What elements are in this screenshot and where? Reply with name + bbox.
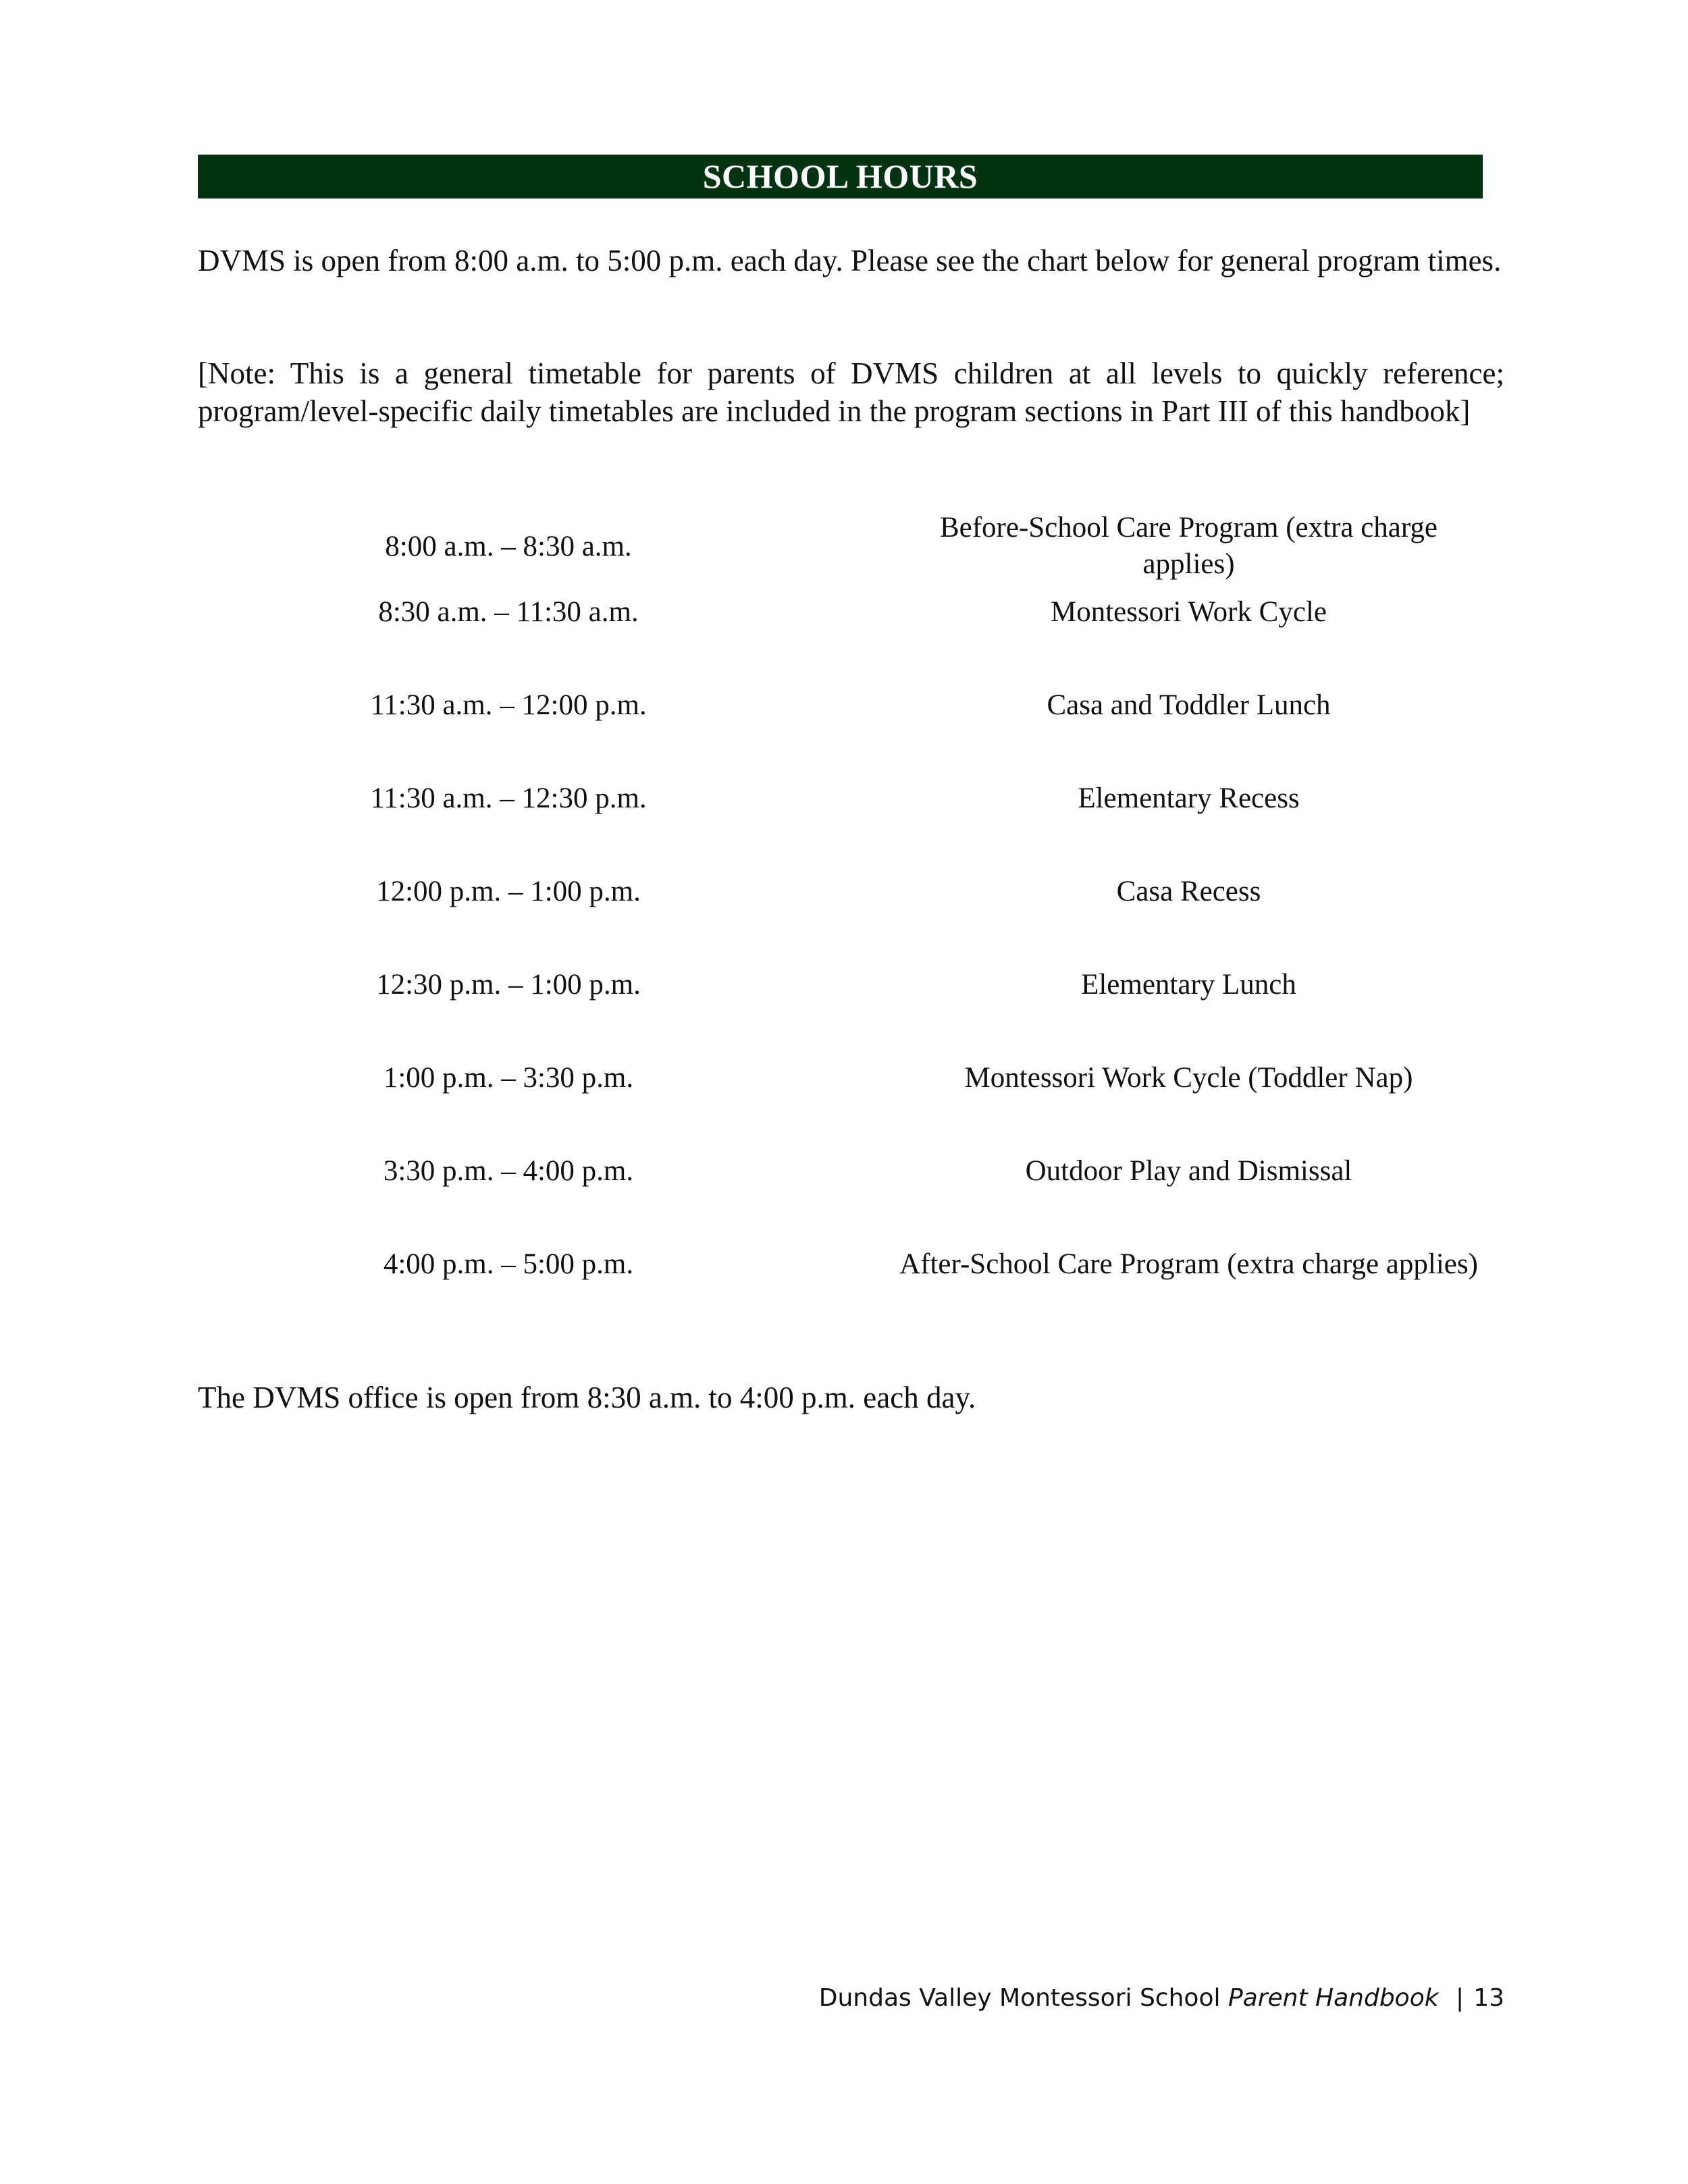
schedule-row (198, 1060, 1504, 1153)
schedule-row (198, 594, 1504, 687)
schedule-activity: After-School Care Program (extra charge applies) (899, 1248, 1478, 1280)
footer-document-title: Parent Handbook (1228, 1984, 1439, 2012)
schedule-row (198, 1153, 1504, 1246)
schedule-row (198, 687, 1504, 780)
schedule-time: 8:30 a.m. – 11:30 a.m. (378, 596, 639, 628)
schedule-time: 4:00 p.m. – 5:00 p.m. (383, 1248, 634, 1280)
intro-paragraph: DVMS is open from 8:00 a.m. to 5:00 p.m. each day. Please see the chart below for general program times. (198, 244, 1502, 277)
schedule-row (198, 503, 1504, 594)
schedule-time: 11:30 a.m. – 12:30 p.m. (370, 782, 647, 814)
section-title: SCHOOL HOURS (702, 157, 978, 195)
schedule-table (198, 503, 1504, 1339)
schedule-time: 1:00 p.m. – 3:30 p.m. (383, 1062, 634, 1094)
footer-separator: | (1456, 1984, 1465, 2012)
schedule-activity: Montessori Work Cycle (Toddler Nap) (964, 1062, 1413, 1094)
schedule-time: 12:30 p.m. – 1:00 p.m. (376, 969, 641, 1001)
schedule-activity: Montessori Work Cycle (1051, 596, 1327, 628)
schedule-time: 3:30 p.m. – 4:00 p.m. (383, 1155, 634, 1187)
schedule-activity: Casa Recess (1116, 876, 1261, 907)
schedule-activity: Before-School Care Program (extra charge applies) (939, 512, 1438, 580)
page-footer (819, 1981, 1504, 2015)
schedule-row (198, 780, 1504, 874)
schedule-activity: Elementary Lunch (1081, 969, 1296, 1001)
note-paragraph: [Note: This is a general timetable for parents of DVMS children at all levels to quickly reference; program/level-specific daily timetables are included in the program sections in Part III of this handbook] (198, 356, 1504, 428)
schedule-row (198, 967, 1504, 1060)
schedule-time: 11:30 a.m. – 12:00 p.m. (370, 689, 647, 721)
office-hours-paragraph: The DVMS office is open from 8:30 a.m. to 4:00 p.m. each day. (198, 1381, 976, 1414)
schedule-time: 8:00 a.m. – 8:30 a.m. (385, 531, 632, 562)
schedule-activity: Casa and Toddler Lunch (1047, 689, 1331, 721)
schedule-activity: Elementary Recess (1078, 782, 1300, 814)
schedule-row (198, 1246, 1504, 1339)
schedule-row (198, 874, 1504, 967)
schedule-time: 12:00 p.m. – 1:00 p.m. (376, 876, 641, 907)
schedule-activity: Outdoor Play and Dismissal (1025, 1155, 1352, 1187)
section-heading-banner (198, 155, 1483, 198)
page-number: 13 (1473, 1984, 1504, 2012)
footer-school-name: Dundas Valley Montessori School (818, 1984, 1221, 2012)
